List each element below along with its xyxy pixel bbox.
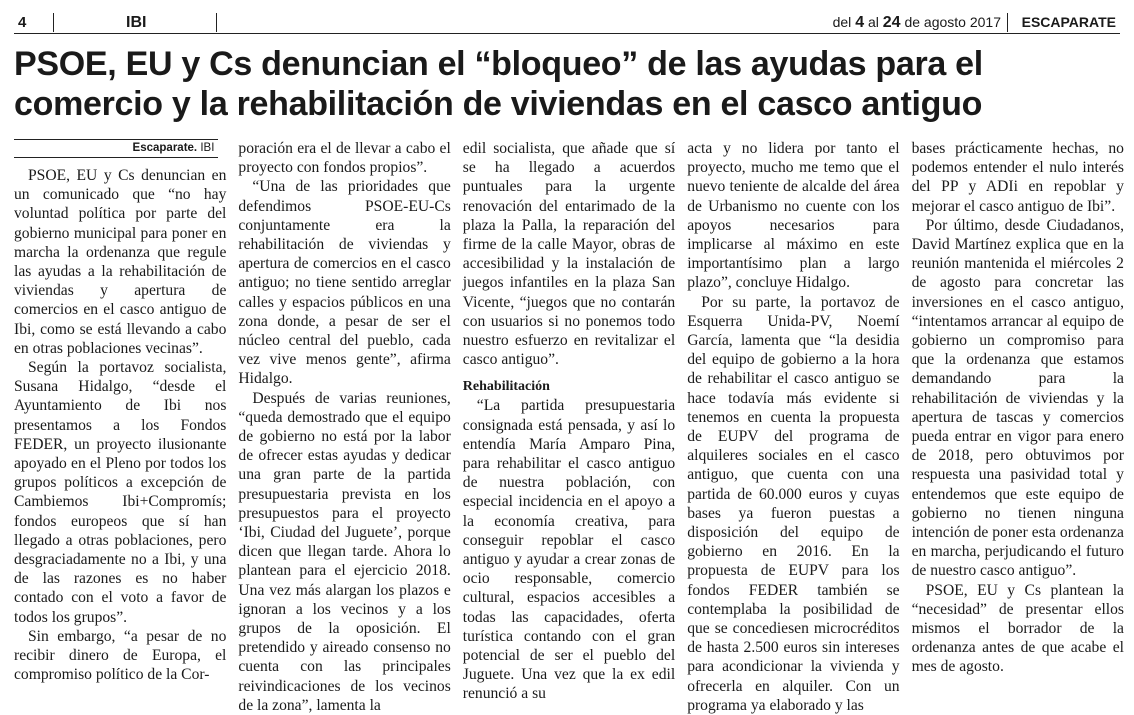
- date-prefix: del: [832, 14, 852, 30]
- issue-date: [833, 13, 1008, 32]
- page-number: 4: [14, 13, 54, 32]
- article-column-4: [687, 139, 899, 715]
- paragraph: PSOE, EU y Cs denuncian en un comunicado que “no hay voluntad política por parte del gobierno municipal para poner en marcha la ordenanza que regule las ayudas a la rehabilitación de viviendas y apertura de comercios en el casco antiguo de Ibi, como se está llevando a cabo en otras poblaciones vecinas”.: [14, 167, 227, 357]
- article-column-2: [238, 139, 450, 715]
- article-column-5: [912, 139, 1124, 715]
- paragraph: acta y no lidera por tanto el proyecto, mucho me temo que el nuevo teniente de alcalde del área de Urbanismo no cuente con los apoyos necesarios para implicarse al máximo en este importantísimo plan a largo plazo”, concluye Hidalgo.: [687, 140, 900, 292]
- paragraph: “La partida presupuestaria consignada está pensada, y así lo entendía María Amparo Pina, para rehabilitar el casco antiguo de nuestra población, con especial incidencia en el apoyo a la economía creativa, para conseguir repoblar el casco antiguo y ayudar a crear zonas de ocio responsable, comercio cultural, espacios accesibles a todas las capacidades, oferta turística contando con el gran potencial de ser el pueblo del Juguete. Una vez que la ex edil renunció a su: [462, 397, 676, 703]
- headline-line-1: PSOE, EU y Cs denuncian el “bloqueo” de las ayudas para el: [14, 45, 983, 83]
- paragraph: Sin embargo, “a pesar de no recibir dinero de Europa, el compromiso político de la Cor-: [14, 627, 227, 684]
- byline: [14, 139, 218, 158]
- section-subhead: Rehabilitación: [462, 379, 550, 395]
- paragraph: Después de varias reuniones, “queda demostrado que el equipo de gobierno no está por la labor de ofrecer estas ayudas y dedicar una gran parte de la partida presupuestaria prevista en los presupuestos para el proyecto ‘Ibi, Ciudad del Juguete’, porque dicen que llegan tarde. Ahora lo plantean para el ejercicio 2018. Una vez más alargan los plazos e ignoran a los vecinos y a los grupos de la oposición. El pretendido y aireado consenso no cuenta con las principales reivindicaciones de los vecinos de la zona”, lamenta la: [238, 389, 451, 714]
- article-headline: [14, 44, 1124, 124]
- page-header: [14, 13, 1120, 34]
- date-day-start: 4: [855, 14, 865, 31]
- date-suffix: de agosto 2017: [904, 14, 1001, 30]
- paragraph: bases prácticamente hechas, no podemos entender el nulo interés del PP y ADIi en repoblar y mejorar el casco antiguo de Ibi”.: [911, 140, 1124, 215]
- date-day-end: 24: [882, 14, 901, 31]
- article-body: [14, 139, 1124, 714]
- headline-line-2: comercio y la rehabilitación de viviendas en el casco antiguo: [14, 85, 983, 123]
- publication-name: ESCAPARATE: [1021, 14, 1116, 30]
- byline-source: Escaparate.: [132, 142, 198, 154]
- paragraph: “Una de las prioridades que defendimos PSOE-EU-Cs conjuntamente era la rehabilitación de viviendas y apertura de comercios en el casco antiguo; no tiene sentido arreglar calles y espacios públicos en una zona donde, a pesar de ser el núcleo central del pueblo, cada vez vive menos gente”, afirma Hidalgo.: [238, 178, 451, 388]
- paragraph: poración era el de llevar a cabo el proyecto con fondos propios”.: [238, 140, 451, 177]
- section-name: IBI: [126, 13, 217, 32]
- paragraph: PSOE, EU y Cs plantean la “necesidad” de presentar ellos mismos el borrador de la ordenanza antes de que acabe el mes de agosto.: [911, 581, 1124, 676]
- date-mid: al: [867, 14, 879, 30]
- article-column-3: [463, 139, 675, 715]
- article-column-1: [14, 139, 226, 715]
- paragraph: Por su parte, la portavoz de Esquerra Unida-PV, Noemí García, lamenta que “la desidia del equipo de gobierno a la hora de rehabilitar el casco antiguo se hace todavía más evidente si tenemos en cuenta la propuesta de EUPV del programa de alquileres sociales en el casco antiguo, que cuenta con una partida de 60.000 euros y cuyas bases ya fueron puestas a disposición del equipo de gobierno en 2016. En la propuesta de EUPV para los fondos FEDER también se contemplaba la posibilidad de que se concediesen microcréditos de hasta 2.500 euros sin intereses para acondicionar la vivienda y ofrecerla en alquiler. Con un programa ya elaborado y las: [687, 293, 900, 714]
- paragraph: Por último, desde Ciudadanos, David Martínez explica que en la reunión mantenida el miércoles 2 de agosto para concretar las inversiones en el casco antiguo, “intentamos arrancar al equipo de gobierno un compromiso para que la ordenanza que estamos demandando para la rehabilitación de viviendas y la apertura de tascas y comercios pueda entrar en vigor para enero de 2018, pero obtuvimos por respuesta una pasividad total y entendemos que este equipo de gobierno no tienen ninguna intención de poner esta ordenanza en marcha, perjudicando el futuro de nuestro casco antiguo”.: [911, 216, 1124, 580]
- byline-place: IBI: [200, 142, 215, 154]
- paragraph: edil socialista, que añade que sí se ha llegado a acuerdos puntuales para la urgente renovación del entarimado de la plaza la Palla, la reparación del firme de la calle Mayor, obras de accesibilidad y la instalación de juegos infantiles en la plaza San Vicente, “juegos que no contarán con usuarios si no ponemos todo nuestro esfuerzo en revitalizar el casco antiguo”.: [462, 140, 676, 369]
- paragraph: Según la portavoz socialista, Susana Hidalgo, “desde el Ayuntamiento de Ibi nos presentamos a los Fondos FEDER, un proyecto ilusionante apoyado en el Pleno por todos los grupos políticos a excepción de Cambiemos Ibi+Compromís; fondos europeos que sí han llegado a otras poblaciones, pero desgraciadamente no a Ibi, y una de las razones es no haber contado con el voto a favor de todos los grupos”.: [14, 359, 227, 626]
